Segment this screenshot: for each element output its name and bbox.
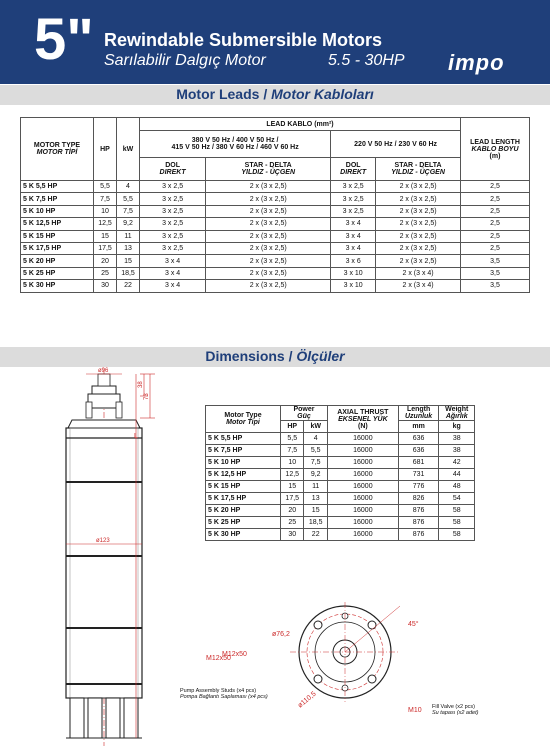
dims-col-kw: kW [304, 421, 327, 433]
table-cell: 3 x 2,5 [331, 205, 376, 217]
table-cell: 2 x (3 x 2,5) [206, 193, 331, 205]
table-cell: 876 [398, 505, 439, 517]
table-cell: 2,5 [461, 218, 530, 230]
col-hp: HP [94, 118, 117, 181]
note-studs-tr: Pompa Bağlantı Saplaması (x4 pcs) [180, 694, 268, 700]
dims-col-thrust-tr: EKSENEL YÜK [338, 415, 388, 423]
table-row [21, 181, 530, 193]
table-cell: 2 x (3 x 2,5) [206, 205, 331, 217]
table-cell: 5 K 7,5 HP [21, 193, 94, 205]
table-cell: 2 x (3 x 2,5) [206, 280, 331, 292]
dims-title [0, 348, 550, 364]
table-row [206, 505, 475, 517]
col-lead-length [461, 118, 530, 181]
table-row [206, 433, 475, 445]
leads-table-body [21, 181, 530, 293]
table-cell: 11 [304, 481, 327, 493]
table-cell: 16000 [327, 469, 398, 481]
dol-label: DOL [345, 162, 361, 169]
table-cell: 5 K 30 HP [21, 280, 94, 292]
table-cell: 20 [94, 255, 117, 267]
table-cell: 7,5 [94, 193, 117, 205]
dims-table-body [206, 433, 475, 541]
table-cell: 5,5 [94, 181, 117, 193]
table-cell: 5 K 17,5 HP [206, 493, 281, 505]
table-cell: 30 [94, 280, 117, 292]
table-cell: 10 [94, 205, 117, 217]
dims-col-length-tr: Uzunluk [404, 413, 433, 420]
header-subtitle: Sarılabilir Dalgıç Motor [104, 52, 266, 69]
col-motor-type-tr: MOTOR TİPİ [36, 149, 78, 156]
header-range: 5.5 - 30HP [328, 52, 405, 69]
table-cell: 3 x 4 [331, 218, 376, 230]
table-cell: 54 [439, 493, 475, 505]
table-cell: 3,5 [461, 255, 530, 267]
fill-valve-size: M10 [408, 707, 422, 714]
table-cell: 5,5 [304, 445, 327, 457]
col-star-1 [206, 158, 331, 181]
table-cell: 3,5 [461, 267, 530, 279]
dimensions-table [205, 405, 475, 541]
dims-col-thrust-en: AXIAL THRUST [337, 408, 389, 416]
table-cell: 16000 [327, 445, 398, 457]
table-cell: 5 K 15 HP [21, 230, 94, 242]
table-cell: 4 [304, 433, 327, 445]
col-dol-2 [331, 158, 376, 181]
dims-col-weight-en: Weight [445, 406, 469, 413]
stud-size: M12x50 [222, 651, 247, 658]
table-cell: 16000 [327, 493, 398, 505]
dim-top: ø96 [98, 368, 109, 374]
table-cell: 22 [117, 280, 140, 292]
table-cell: 3 x 4 [140, 255, 206, 267]
flange-bolt-circle: ø76,2 [272, 631, 290, 638]
star-label-tr: YILDIZ - ÜÇGEN [241, 169, 296, 176]
table-cell: 20 [281, 505, 304, 517]
dims-col-weight [439, 406, 475, 421]
motor-side-drawing [0, 366, 190, 752]
table-cell: 7,5 [281, 445, 304, 457]
dims-col-power-en: Power [293, 406, 315, 413]
flange-angle: 45° [408, 621, 419, 628]
table-cell: 2 x (3 x 2,5) [206, 181, 331, 193]
note-studs-en: Pump Assembly Studs (x4 pcs) [180, 688, 257, 694]
dim-l: L [134, 433, 138, 440]
motor-size: 5" [34, 7, 94, 72]
table-cell: 2 x (3 x 2,5) [376, 193, 461, 205]
table-cell: 5,5 [281, 433, 304, 445]
table-cell: 5 K 12,5 HP [21, 218, 94, 230]
col-lead-cable: LEAD KABLO (mm²) [140, 118, 461, 131]
dims-col-hp: HP [281, 421, 304, 433]
table-cell: 2 x (3 x 4) [376, 267, 461, 279]
table-cell: 5 K 25 HP [21, 267, 94, 279]
table-cell: 5 K 17,5 HP [21, 242, 94, 254]
voltage-group-1-line2: 415 V 50 Hz / 380 V 60 Hz / 460 V 60 Hz [171, 144, 299, 151]
table-cell: 2 x (3 x 2,5) [376, 230, 461, 242]
table-cell: 15 [117, 255, 140, 267]
table-cell: 16000 [327, 505, 398, 517]
table-cell: 681 [398, 457, 439, 469]
dims-col-thrust [327, 406, 398, 433]
table-row [206, 445, 475, 457]
table-row [21, 242, 530, 254]
table-cell: 3 x 4 [140, 267, 206, 279]
dims-col-type-en: Motor Type [224, 412, 262, 419]
voltage-group-1-line1: 380 V 50 Hz / 400 V 50 Hz / [191, 137, 279, 144]
table-cell: 2,5 [461, 242, 530, 254]
table-cell: 2 x (3 x 2,5) [376, 205, 461, 217]
table-row [206, 529, 475, 541]
table-cell: 5 K 30 HP [206, 529, 281, 541]
table-cell: 3 x 2,5 [331, 193, 376, 205]
note-studs [180, 688, 268, 700]
table-cell: 17,5 [281, 493, 304, 505]
table-cell: 58 [439, 517, 475, 529]
dim-38: 38 [138, 381, 144, 388]
dims-col-thrust-unit: (N) [358, 422, 368, 430]
table-cell: 7,5 [117, 205, 140, 217]
table-cell: 4 [117, 181, 140, 193]
table-cell: 2,5 [461, 181, 530, 193]
header-title: Rewindable Submersible Motors [104, 30, 383, 50]
table-cell: 2 x (3 x 4) [376, 280, 461, 292]
table-cell: 3 x 10 [331, 280, 376, 292]
table-cell: 38 [439, 433, 475, 445]
brand-logo: impo [448, 50, 505, 75]
table-cell: 5 K 10 HP [206, 457, 281, 469]
table-cell: 2,5 [461, 230, 530, 242]
table-cell: 5,5 [117, 193, 140, 205]
table-cell: 3 x 2,5 [140, 193, 206, 205]
table-cell: 18,5 [304, 517, 327, 529]
table-cell: 5 K 15 HP [206, 481, 281, 493]
table-cell: 2 x (3 x 2,5) [206, 242, 331, 254]
leads-title [0, 86, 550, 102]
col-star-2 [376, 158, 461, 181]
dim-diameter: ø123 [96, 538, 110, 544]
col-motor-type-en: MOTOR TYPE [33, 142, 81, 149]
table-cell: 3,5 [461, 280, 530, 292]
page-header [0, 0, 550, 84]
table-cell: 16000 [327, 433, 398, 445]
table-cell: 876 [398, 529, 439, 541]
table-cell: 10 [281, 457, 304, 469]
table-cell: 2,5 [461, 193, 530, 205]
dims-col-length-unit: mm [398, 421, 439, 433]
table-cell: 22 [304, 529, 327, 541]
table-cell: 7,5 [304, 457, 327, 469]
dims-col-type-tr: Motor Tipi [226, 419, 260, 426]
col-motor-type [21, 118, 94, 181]
motor-leads-table [20, 117, 530, 293]
dol-label-tr: DIREKT [159, 169, 186, 176]
table-cell: 38 [439, 445, 475, 457]
star-label: STAR - DELTA [394, 162, 442, 169]
table-cell: 2,5 [461, 205, 530, 217]
col-lead-length-unit: (m) [489, 152, 501, 160]
table-cell: 58 [439, 505, 475, 517]
table-cell: 5 K 20 HP [21, 255, 94, 267]
note-fill-valve-en: Fill Valve (x2 pcs) [432, 704, 475, 710]
table-cell: 5 K 10 HP [21, 205, 94, 217]
table-cell: 2 x (3 x 2,5) [206, 255, 331, 267]
flange-outer-dia: ø110,5 [296, 690, 318, 710]
table-cell: 5 K 5,5 HP [21, 181, 94, 193]
table-cell: 18,5 [117, 267, 140, 279]
table-row [21, 205, 530, 217]
table-cell: 13 [304, 493, 327, 505]
table-cell: 3 x 6 [331, 255, 376, 267]
col-kw: kW [117, 118, 140, 181]
table-cell: 3 x 2,5 [140, 242, 206, 254]
table-cell: 16000 [327, 457, 398, 469]
table-cell: 5 K 25 HP [206, 517, 281, 529]
table-cell: 16000 [327, 481, 398, 493]
table-cell: 3 x 2,5 [140, 218, 206, 230]
dim-73: 73 [144, 393, 150, 400]
table-cell: 826 [398, 493, 439, 505]
dims-col-weight-unit: kg [439, 421, 475, 433]
table-cell: 636 [398, 445, 439, 457]
note-fill-valve [432, 704, 478, 716]
table-cell: 25 [94, 267, 117, 279]
leads-title-en: Motor Leads / [176, 86, 268, 102]
dims-col-length [398, 406, 439, 421]
dims-col-length-en: Length [406, 406, 431, 413]
table-row [206, 517, 475, 529]
table-row [21, 255, 530, 267]
table-row [206, 481, 475, 493]
table-cell: 9,2 [117, 218, 140, 230]
note-fill-valve-tr: Su tapası (x2 adet) [432, 710, 479, 716]
table-row [206, 469, 475, 481]
stud-label: M12x50 [206, 655, 231, 662]
table-cell: 2 x (3 x 2,5) [376, 242, 461, 254]
table-cell: 3 x 4 [331, 230, 376, 242]
dims-col-power-tr: Güç [297, 413, 311, 420]
table-cell: 3 x 4 [331, 242, 376, 254]
table-cell: 16000 [327, 517, 398, 529]
col-dol-1 [140, 158, 206, 181]
table-cell: 3 x 10 [331, 267, 376, 279]
table-cell: 58 [439, 529, 475, 541]
table-row [21, 193, 530, 205]
table-cell: 13 [117, 242, 140, 254]
table-cell: 42 [439, 457, 475, 469]
leads-title-tr: Motor Kabloları [271, 86, 374, 102]
table-cell: 731 [398, 469, 439, 481]
table-cell: 15 [94, 230, 117, 242]
table-cell: 876 [398, 517, 439, 529]
table-row [206, 457, 475, 469]
table-row [21, 267, 530, 279]
table-cell: 2 x (3 x 2,5) [376, 181, 461, 193]
col-voltage-group-1 [140, 131, 331, 158]
table-cell: 5 K 20 HP [206, 505, 281, 517]
table-row [206, 493, 475, 505]
table-row [21, 218, 530, 230]
table-cell: 12,5 [94, 218, 117, 230]
col-lead-length-en: LEAD LENGTH [470, 138, 520, 146]
table-cell: 11 [117, 230, 140, 242]
dol-label-tr: DIREKT [340, 169, 367, 176]
star-label-tr: YILDIZ - ÜÇGEN [391, 169, 445, 176]
table-cell: 16000 [327, 529, 398, 541]
table-cell: 2 x (3 x 2,5) [206, 230, 331, 242]
table-cell: 44 [439, 469, 475, 481]
dims-col-type [206, 406, 281, 433]
table-cell: 12,5 [281, 469, 304, 481]
table-cell: 5 K 7,5 HP [206, 445, 281, 457]
table-row [21, 230, 530, 242]
table-cell: 17,5 [94, 242, 117, 254]
table-row [21, 280, 530, 292]
star-label: STAR - DELTA [244, 162, 292, 169]
table-cell: 2 x (3 x 2,5) [376, 218, 461, 230]
table-cell: 9,2 [304, 469, 327, 481]
table-cell: 3 x 2,5 [140, 205, 206, 217]
table-cell: 3 x 4 [140, 280, 206, 292]
table-cell: 30 [281, 529, 304, 541]
col-lead-length-tr: KABLO BOYU [471, 145, 519, 153]
dims-col-weight-tr: Ağırlık [445, 413, 468, 420]
table-cell: 5 K 5,5 HP [206, 433, 281, 445]
table-cell: 2 x (3 x 2,5) [376, 255, 461, 267]
table-cell: 2 x (3 x 2,5) [206, 267, 331, 279]
dol-label: DOL [165, 162, 180, 169]
table-cell: 25 [281, 517, 304, 529]
table-cell: 3 x 2,5 [331, 181, 376, 193]
table-cell: 2 x (3 x 2,5) [206, 218, 331, 230]
table-cell: 48 [439, 481, 475, 493]
table-cell: 776 [398, 481, 439, 493]
dims-col-power [281, 406, 328, 421]
dims-title-tr: Ölçüler [296, 348, 345, 364]
table-cell: 15 [281, 481, 304, 493]
dims-title-en: Dimensions / [205, 348, 293, 364]
table-cell: 3 x 2,5 [140, 181, 206, 193]
table-cell: 3 x 2,5 [140, 230, 206, 242]
table-cell: 5 K 12,5 HP [206, 469, 281, 481]
col-voltage-group-2: 220 V 50 Hz / 230 V 60 Hz [331, 131, 461, 158]
table-cell: 636 [398, 433, 439, 445]
table-cell: 15 [304, 505, 327, 517]
